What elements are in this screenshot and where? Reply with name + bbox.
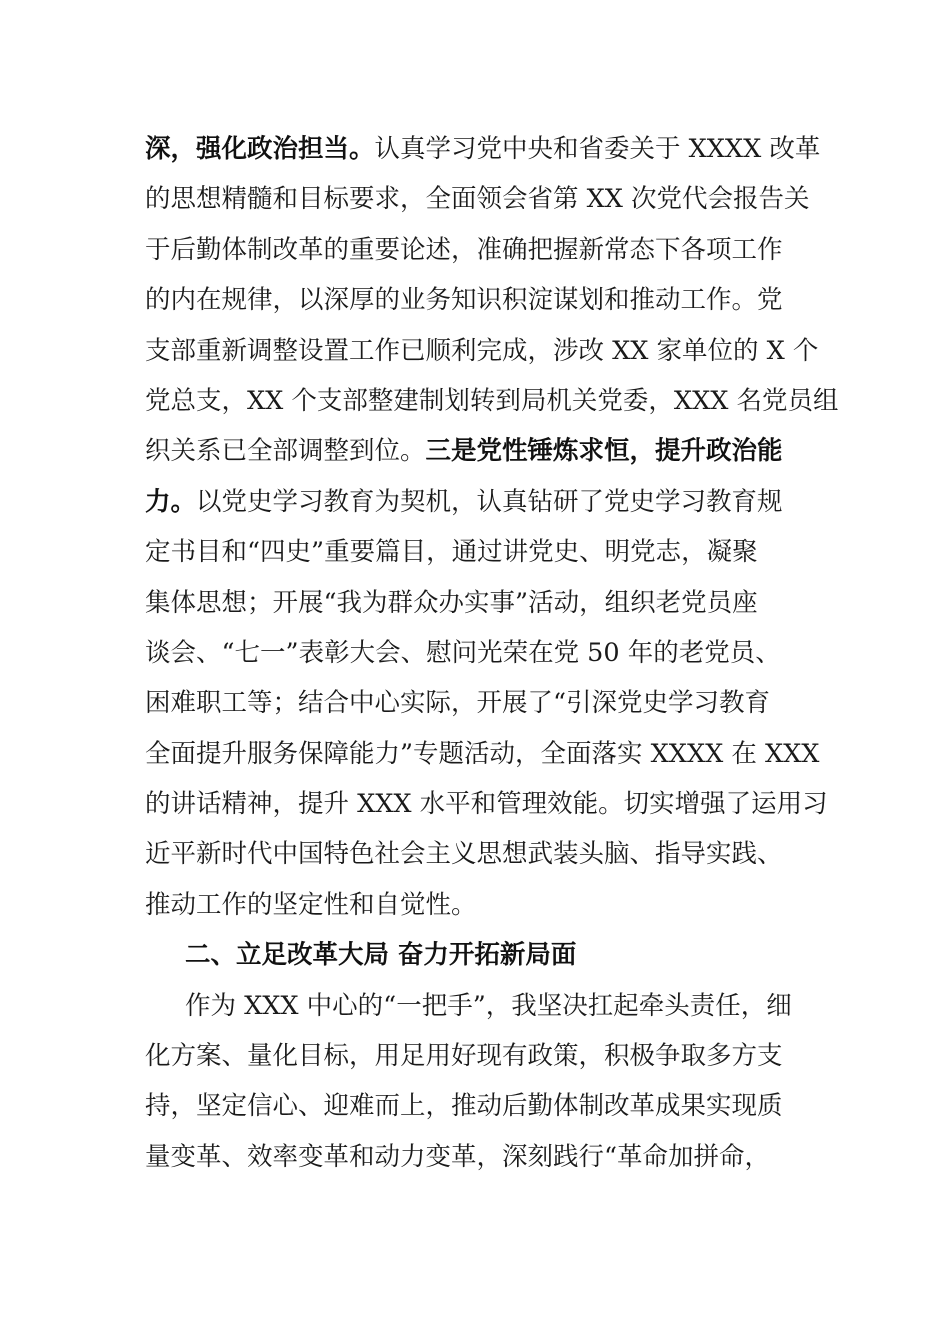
line-text: 的思想精髓和目标要求，全面领会省第 XX 次党代会报告关	[145, 184, 810, 215]
line-text: 谈会、“七一”表彰大会、慰问光荣在党 50 年的老党员、	[145, 637, 781, 668]
text-line-3	[145, 225, 810, 275]
line-text: 的内在规律，以深厚的业务知识积淀谋划和推动工作。党	[145, 285, 783, 316]
text-line-15	[145, 829, 810, 879]
text-line-4	[145, 275, 810, 325]
para2-line-3: 持，坚定信心、迎难而上，推动后勤体制改革成果实现质	[145, 1091, 783, 1122]
section-heading: 二、立足改革大局 奋力开拓新局面	[185, 940, 577, 971]
body-text	[145, 124, 839, 1182]
para2-line-1: 作为 XXX 中心的“一把手”，我坚决扛起牵头责任，细	[185, 990, 792, 1021]
text-line-8	[145, 477, 810, 527]
line-text: 定书目和“四史”重要篇目，通过讲党史、明党志，凝聚	[145, 537, 758, 568]
line-text: 困难职工等；结合中心实际，开展了“引深党史学习教育	[145, 688, 771, 719]
line-text: 以党史学习教育为契机，认真钻研了党史学习教育规	[196, 486, 783, 517]
para2-line-2: 化方案、量化目标，用足用好现有政策，积极争取多方支	[145, 1041, 783, 1072]
line-text: 近平新时代中国特色社会主义思想武装头脑、指导实践、	[145, 839, 783, 870]
text-line-10	[145, 578, 810, 628]
line-text: 织关系已全部调整到位。	[145, 436, 426, 467]
text-line-7	[145, 426, 810, 476]
line-text: 的讲话精神，提升 XXX 水平和管理效能。切实增强了运用习	[145, 789, 828, 820]
para2-line-4: 量变革、效率变革和动力变革，深刻践行“革命加拼命，	[145, 1141, 771, 1172]
line-text: 认真学习党中央和省委关于 XXXX 改革	[374, 134, 821, 164]
bold-phrase: 深，强化政治担当。	[145, 134, 375, 164]
text-line-2	[145, 174, 810, 224]
line-text: 支部重新调整设置工作已顺利完成，涉改 XX 家单位的 X 个	[145, 335, 819, 366]
line-text: 全面提升服务保障能力”专题活动，全面落实 XXXX 在 XXX	[145, 738, 820, 769]
text-line-1	[145, 124, 821, 174]
line-text: 集体思想；开展“我为群众办实事”活动，组织老党员座	[145, 587, 758, 618]
bold-phrase: 力。	[145, 486, 197, 517]
text-line-16	[145, 880, 810, 930]
text-line-12	[145, 678, 810, 728]
text-line-9	[145, 527, 810, 577]
text-line-6	[145, 376, 839, 426]
text-line-5	[145, 326, 819, 376]
bold-phrase: 三是党性锤炼求恒，提升政治能	[425, 436, 783, 467]
line-text: 推动工作的坚定性和自觉性。	[145, 889, 477, 920]
text-line-14	[145, 779, 828, 829]
text-line-13	[145, 729, 820, 779]
line-text: 党总支，XX 个支部整建制划转到局机关党委，XXX 名党员组	[145, 385, 839, 416]
text-line-11	[145, 628, 810, 678]
line-text: 于后勤体制改革的重要论述，准确把握新常态下各项工作	[145, 234, 783, 265]
